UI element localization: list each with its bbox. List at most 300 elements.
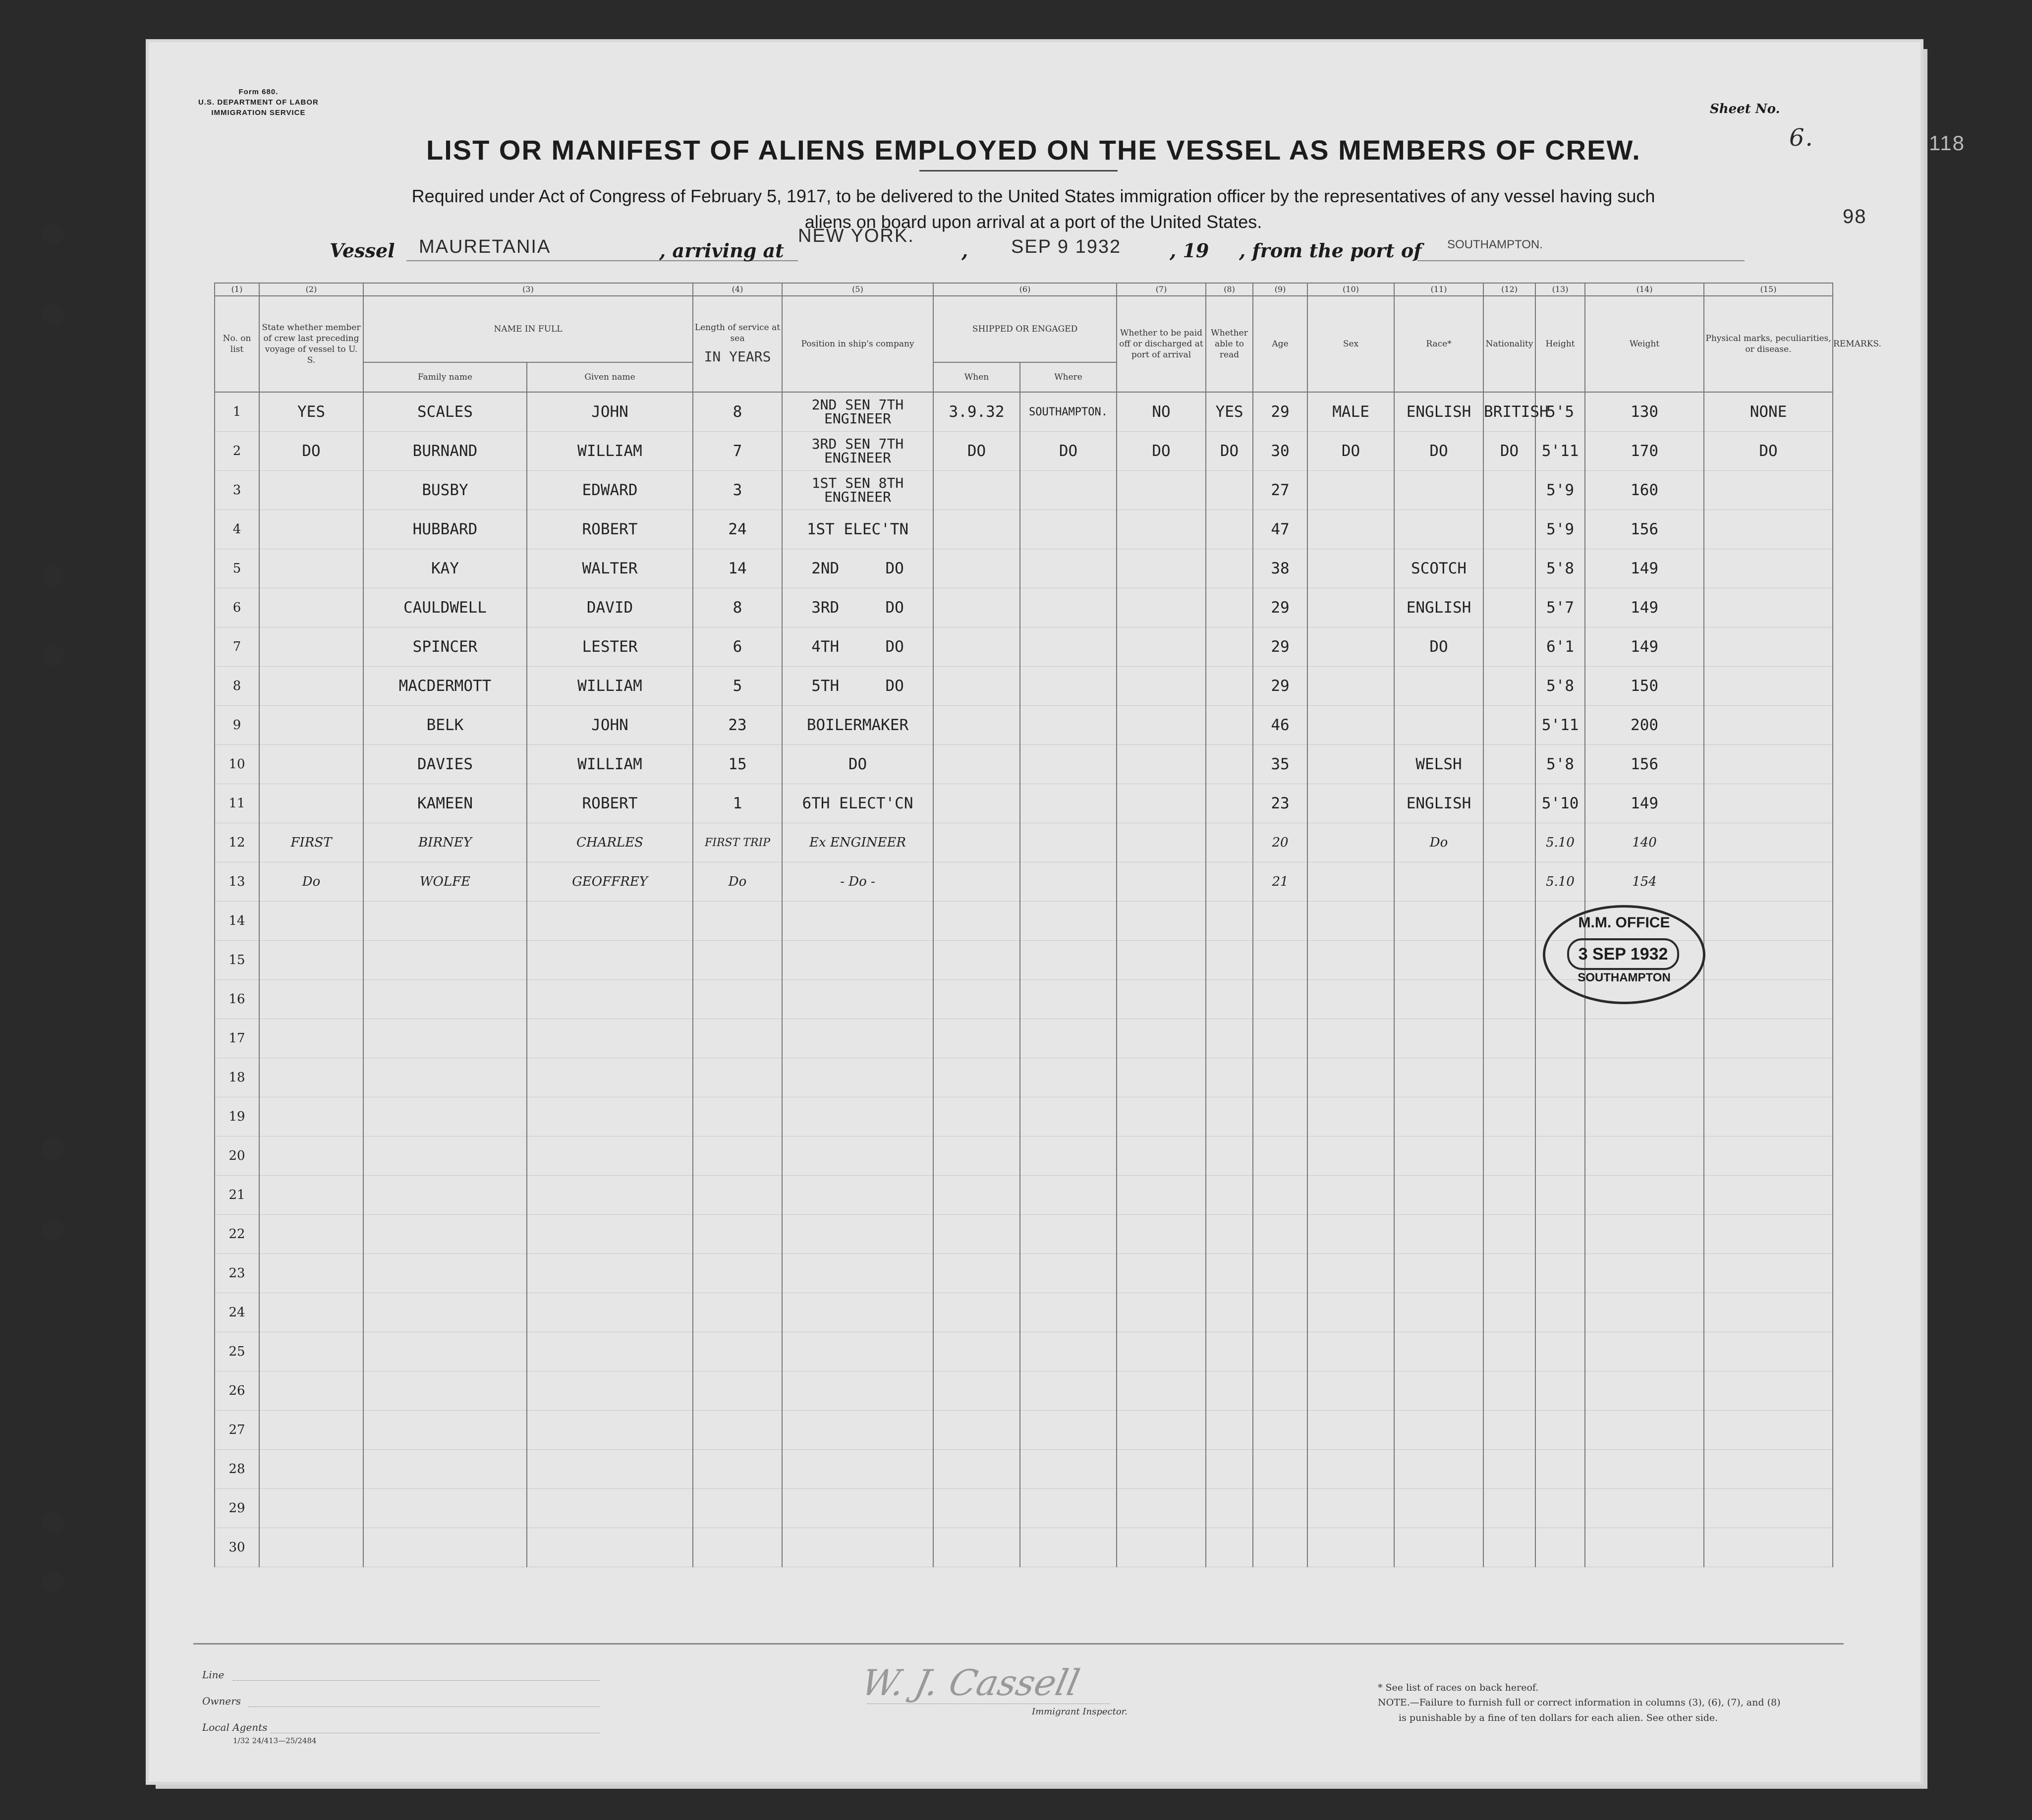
table-row bbox=[215, 745, 1833, 784]
row-number: 17 bbox=[215, 1019, 259, 1058]
cell-given-name: WALTER bbox=[527, 549, 693, 588]
cell-given-name: ROBERT bbox=[527, 510, 693, 549]
cell-service: 1 bbox=[693, 784, 782, 823]
blank-cell bbox=[259, 1097, 363, 1137]
header-sex: Sex bbox=[1307, 296, 1394, 392]
blank-cell bbox=[1253, 1058, 1307, 1097]
cell-sex: MALE bbox=[1307, 392, 1394, 432]
manifest-subtitle bbox=[302, 183, 1764, 235]
cell-able-to-read: YES bbox=[1206, 392, 1253, 432]
row-number: 10 bbox=[215, 745, 259, 784]
cell-sex: DO bbox=[1307, 432, 1394, 471]
blank-cell bbox=[782, 1411, 933, 1450]
blank-cell bbox=[782, 1137, 933, 1176]
blank-cell bbox=[1535, 1019, 1585, 1058]
cell-nationality bbox=[1483, 862, 1535, 902]
from-port-label: , from the port of bbox=[1239, 239, 1422, 262]
header-previous-voyage: State whether member of crew last preceding voyage of vessel to U. S. bbox=[259, 296, 363, 392]
blank-cell bbox=[933, 1411, 1020, 1450]
cell-where bbox=[1020, 823, 1117, 862]
stamp-top-text: M.M. OFFICE bbox=[1578, 914, 1670, 931]
blank-cell bbox=[1394, 1411, 1483, 1450]
cell-physical-marks bbox=[1704, 706, 1833, 745]
table-row bbox=[215, 862, 1833, 902]
blank-cell bbox=[693, 1215, 782, 1254]
blank-cell bbox=[1483, 1489, 1535, 1528]
cell-height: 5'5 bbox=[1535, 392, 1585, 432]
blank-cell bbox=[1307, 941, 1394, 980]
cell-service: 24 bbox=[693, 510, 782, 549]
blank-cell bbox=[259, 1293, 363, 1332]
blank-cell bbox=[1704, 1528, 1833, 1567]
blank-cell bbox=[693, 1293, 782, 1332]
blank-cell bbox=[1117, 1489, 1206, 1528]
cell-paid-off: NO bbox=[1117, 392, 1206, 432]
cell-family-name: MACDERMOTT bbox=[363, 667, 527, 706]
blank-cell bbox=[1117, 1254, 1206, 1293]
empty-row bbox=[215, 1450, 1833, 1489]
row-number: 4 bbox=[215, 510, 259, 549]
cell-nationality bbox=[1483, 823, 1535, 862]
blank-cell bbox=[1483, 1215, 1535, 1254]
cell-nationality bbox=[1483, 745, 1535, 784]
form-header bbox=[198, 87, 319, 118]
table-row bbox=[215, 510, 1833, 549]
blank-cell bbox=[1253, 1254, 1307, 1293]
cell-height: 5'11 bbox=[1535, 432, 1585, 471]
subtitle-line-1: Required under Act of Congress of February 5, 1917, to be delivered to the United States immigration officer by the representatives of any vessel having such bbox=[411, 186, 1655, 206]
row-number: 30 bbox=[215, 1528, 259, 1567]
department-name: U.S. DEPARTMENT OF LABOR bbox=[198, 98, 319, 107]
blank-cell bbox=[782, 1528, 933, 1567]
blank-cell bbox=[1020, 902, 1117, 941]
cell-position: 1ST ELEC'TN bbox=[782, 510, 933, 549]
cell-previous-voyage bbox=[259, 510, 363, 549]
cell-height: 5'11 bbox=[1535, 706, 1585, 745]
blank-cell bbox=[1704, 1411, 1833, 1450]
header-name-in-full: NAME IN FULL bbox=[363, 296, 693, 362]
blank-cell bbox=[1020, 1254, 1117, 1293]
blank-cell bbox=[1253, 1528, 1307, 1567]
blank-cell bbox=[933, 1293, 1020, 1332]
cell-weight: 140 bbox=[1585, 823, 1704, 862]
blank-cell bbox=[1704, 1137, 1833, 1176]
blank-cell bbox=[1253, 1411, 1307, 1450]
cell-position: DO bbox=[782, 745, 933, 784]
blank-cell bbox=[1206, 1528, 1253, 1567]
blank-cell bbox=[1253, 1097, 1307, 1137]
blank-cell bbox=[1535, 1332, 1585, 1371]
blank-cell bbox=[1394, 1019, 1483, 1058]
blank-cell bbox=[933, 1176, 1020, 1215]
cell-nationality bbox=[1483, 549, 1535, 588]
cell-where bbox=[1020, 549, 1117, 588]
table-row bbox=[215, 706, 1833, 745]
cell-able-to-read bbox=[1206, 745, 1253, 784]
blank-cell bbox=[1206, 1176, 1253, 1215]
cell-sex bbox=[1307, 706, 1394, 745]
blank-cell bbox=[259, 1215, 363, 1254]
blank-cell bbox=[1483, 1332, 1535, 1371]
blank-cell bbox=[527, 1332, 693, 1371]
blank-cell bbox=[1394, 902, 1483, 941]
blank-cell bbox=[1253, 1215, 1307, 1254]
blank-cell bbox=[782, 1332, 933, 1371]
year-label: , 19 bbox=[1170, 239, 1209, 262]
blank-cell bbox=[1483, 1411, 1535, 1450]
blank-cell bbox=[693, 1450, 782, 1489]
corner-number: 118 bbox=[1929, 131, 1965, 155]
row-number: 25 bbox=[215, 1332, 259, 1371]
arriving-comma: , bbox=[961, 239, 968, 262]
row-number: 8 bbox=[215, 667, 259, 706]
header-height: Height bbox=[1535, 296, 1585, 392]
blank-cell bbox=[1020, 1097, 1117, 1137]
blank-cell bbox=[693, 1254, 782, 1293]
arriving-port: NEW YORK. bbox=[798, 226, 914, 246]
blank-cell bbox=[1394, 941, 1483, 980]
cell-paid-off bbox=[1117, 627, 1206, 667]
row-number: 9 bbox=[215, 706, 259, 745]
cell-service: 14 bbox=[693, 549, 782, 588]
cell-family-name: BURNAND bbox=[363, 432, 527, 471]
blank-cell bbox=[933, 1019, 1020, 1058]
blank-cell bbox=[259, 1450, 363, 1489]
blank-cell bbox=[363, 1332, 527, 1371]
cell-service: 8 bbox=[693, 392, 782, 432]
blank-cell bbox=[363, 1019, 527, 1058]
cell-when bbox=[933, 784, 1020, 823]
blank-cell bbox=[1206, 1411, 1253, 1450]
blank-cell bbox=[1585, 1058, 1704, 1097]
cell-weight: 149 bbox=[1585, 627, 1704, 667]
row-number: 20 bbox=[215, 1137, 259, 1176]
blank-cell bbox=[363, 1254, 527, 1293]
cell-given-name: JOHN bbox=[527, 392, 693, 432]
cell-height: 5.10 bbox=[1535, 862, 1585, 902]
blank-cell bbox=[1020, 1058, 1117, 1097]
table-row bbox=[215, 784, 1833, 823]
blank-cell bbox=[1307, 1176, 1394, 1215]
blank-cell bbox=[1585, 1293, 1704, 1332]
blank-cell bbox=[1117, 1019, 1206, 1058]
blank-cell bbox=[1020, 1528, 1117, 1567]
cell-race: ENGLISH bbox=[1394, 784, 1483, 823]
empty-row bbox=[215, 1332, 1833, 1371]
blank-cell bbox=[1253, 941, 1307, 980]
cell-family-name: DAVIES bbox=[363, 745, 527, 784]
cell-previous-voyage bbox=[259, 745, 363, 784]
cell-family-name: BUSBY bbox=[363, 471, 527, 510]
cell-weight: 170 bbox=[1585, 432, 1704, 471]
blank-cell bbox=[1307, 1019, 1394, 1058]
cell-race bbox=[1394, 510, 1483, 549]
blank-cell bbox=[1117, 1371, 1206, 1411]
blank-cell bbox=[782, 1176, 933, 1215]
row-number: 13 bbox=[215, 862, 259, 902]
binder-hole bbox=[42, 1571, 64, 1593]
blank-cell bbox=[1206, 902, 1253, 941]
header-weight: Weight bbox=[1585, 296, 1704, 392]
blank-cell bbox=[527, 1137, 693, 1176]
blank-cell bbox=[1020, 1332, 1117, 1371]
form-number: Form 680. bbox=[238, 88, 279, 96]
blank-cell bbox=[1535, 1293, 1585, 1332]
blank-cell bbox=[1585, 1332, 1704, 1371]
cell-nationality bbox=[1483, 471, 1535, 510]
cell-where bbox=[1020, 471, 1117, 510]
cell-previous-voyage bbox=[259, 471, 363, 510]
row-number: 18 bbox=[215, 1058, 259, 1097]
cell-paid-off bbox=[1117, 823, 1206, 862]
blank-cell bbox=[782, 1058, 933, 1097]
cell-previous-voyage: DO bbox=[259, 432, 363, 471]
blank-cell bbox=[1394, 1058, 1483, 1097]
blank-cell bbox=[1206, 1489, 1253, 1528]
cell-physical-marks bbox=[1704, 588, 1833, 627]
cell-race: SCOTCH bbox=[1394, 549, 1483, 588]
cell-physical-marks: DO bbox=[1704, 432, 1833, 471]
cell-physical-marks bbox=[1704, 862, 1833, 902]
blank-cell bbox=[363, 1411, 527, 1450]
blank-cell bbox=[1307, 1215, 1394, 1254]
table-row bbox=[215, 823, 1833, 862]
cell-paid-off bbox=[1117, 471, 1206, 510]
blank-cell bbox=[1020, 1137, 1117, 1176]
header-given-name: Given name bbox=[527, 362, 693, 392]
blank-cell bbox=[259, 980, 363, 1019]
cell-sex bbox=[1307, 862, 1394, 902]
cell-when bbox=[933, 510, 1020, 549]
blank-cell bbox=[1483, 1019, 1535, 1058]
row-number: 16 bbox=[215, 980, 259, 1019]
blank-cell bbox=[527, 1058, 693, 1097]
cell-where bbox=[1020, 627, 1117, 667]
blank-cell bbox=[527, 1528, 693, 1567]
blank-cell bbox=[1535, 1097, 1585, 1137]
arrival-date: SEP 9 1932 bbox=[1011, 236, 1122, 257]
blank-cell bbox=[1020, 1411, 1117, 1450]
cell-nationality bbox=[1483, 784, 1535, 823]
cell-height: 5'7 bbox=[1535, 588, 1585, 627]
blank-cell bbox=[259, 1411, 363, 1450]
col-num-15: (15) bbox=[1704, 283, 1833, 296]
blank-cell bbox=[1585, 1411, 1704, 1450]
cell-paid-off: DO bbox=[1117, 432, 1206, 471]
row-number: 19 bbox=[215, 1097, 259, 1137]
cell-where bbox=[1020, 862, 1117, 902]
blank-cell bbox=[1307, 1411, 1394, 1450]
col-num-1: (1) bbox=[215, 283, 259, 296]
penalty-note-1: NOTE.—Failure to furnish full or correct information in columns (3), (6), (7), and (8) bbox=[1378, 1697, 1781, 1708]
blank-cell bbox=[1394, 1489, 1483, 1528]
binder-hole bbox=[42, 565, 64, 587]
blank-cell bbox=[782, 1254, 933, 1293]
cell-able-to-read bbox=[1206, 510, 1253, 549]
blank-cell bbox=[363, 1137, 527, 1176]
cell-height: 5'8 bbox=[1535, 667, 1585, 706]
blank-cell bbox=[363, 1489, 527, 1528]
row-number: 15 bbox=[215, 941, 259, 980]
blank-cell bbox=[363, 1528, 527, 1567]
cell-age: 47 bbox=[1253, 510, 1307, 549]
column-header-row: No. on list State whether member of crew last preceding voyage of vessel to U. S. NAME IN FULL Length of service at sea IN YEARS Position in ship's company SHIPPED OR ENGAGED Whether to be paid off or discharged at port of arrival Whether able to read Age Sex Race* Nationality Height Weight Physical marks, peculiarities, or disease. REMARKS. bbox=[215, 296, 1833, 362]
cell-where bbox=[1020, 588, 1117, 627]
blank-cell bbox=[527, 1019, 693, 1058]
cell-weight: 156 bbox=[1585, 745, 1704, 784]
blank-cell bbox=[1585, 1019, 1704, 1058]
blank-cell bbox=[933, 1371, 1020, 1411]
blank-cell bbox=[527, 1411, 693, 1450]
table-row bbox=[215, 432, 1833, 471]
col-num-14: (14) bbox=[1585, 283, 1704, 296]
cell-sex bbox=[1307, 627, 1394, 667]
blank-cell bbox=[527, 902, 693, 941]
blank-cell bbox=[1206, 1332, 1253, 1371]
cell-previous-voyage bbox=[259, 706, 363, 745]
blank-cell bbox=[1483, 1371, 1535, 1411]
cell-able-to-read bbox=[1206, 823, 1253, 862]
cell-paid-off bbox=[1117, 862, 1206, 902]
empty-row bbox=[215, 1528, 1833, 1567]
cell-weight: 150 bbox=[1585, 667, 1704, 706]
blank-cell bbox=[933, 941, 1020, 980]
empty-row bbox=[215, 1176, 1833, 1215]
row-number: 24 bbox=[215, 1293, 259, 1332]
title-rule bbox=[919, 170, 1118, 171]
blank-cell bbox=[1535, 1411, 1585, 1450]
blank-cell bbox=[1020, 1215, 1117, 1254]
blank-cell bbox=[933, 1489, 1020, 1528]
blank-cell bbox=[1117, 1215, 1206, 1254]
blank-cell bbox=[1704, 1450, 1833, 1489]
cell-height: 5'10 bbox=[1535, 784, 1585, 823]
cell-able-to-read: DO bbox=[1206, 432, 1253, 471]
col-num-11: (11) bbox=[1394, 283, 1483, 296]
cell-able-to-read bbox=[1206, 784, 1253, 823]
blank-cell bbox=[1206, 1058, 1253, 1097]
blank-cell bbox=[782, 980, 933, 1019]
blank-cell bbox=[1535, 1058, 1585, 1097]
row-number: 11 bbox=[215, 784, 259, 823]
blank-cell bbox=[693, 1411, 782, 1450]
cell-height: 5'9 bbox=[1535, 471, 1585, 510]
blank-cell bbox=[1117, 1137, 1206, 1176]
empty-row bbox=[215, 1411, 1833, 1450]
cell-given-name: WILLIAM bbox=[527, 432, 693, 471]
blank-cell bbox=[933, 1254, 1020, 1293]
blank-cell bbox=[1206, 1293, 1253, 1332]
empty-row bbox=[215, 1215, 1833, 1254]
header-when: When bbox=[933, 362, 1020, 392]
blank-cell bbox=[1535, 1450, 1585, 1489]
row-number: 2 bbox=[215, 432, 259, 471]
cell-previous-voyage: YES bbox=[259, 392, 363, 432]
cell-given-name: CHARLES bbox=[527, 823, 693, 862]
footer-rule bbox=[193, 1643, 1844, 1645]
binder-hole bbox=[42, 1512, 64, 1534]
blank-cell bbox=[933, 1058, 1020, 1097]
cell-able-to-read bbox=[1206, 627, 1253, 667]
cell-able-to-read bbox=[1206, 667, 1253, 706]
print-code: 1/32 24/413—25/2484 bbox=[233, 1736, 317, 1745]
col-num-9: (9) bbox=[1253, 283, 1307, 296]
stamp-bottom-text: SOUTHAMPTON bbox=[1578, 971, 1671, 984]
row-number: 3 bbox=[215, 471, 259, 510]
cell-position: 2ND SEN 7TH ENGINEER bbox=[782, 392, 933, 432]
cell-weight: 130 bbox=[1585, 392, 1704, 432]
blank-cell bbox=[1535, 1215, 1585, 1254]
blank-cell bbox=[1483, 1528, 1535, 1567]
cell-physical-marks bbox=[1704, 627, 1833, 667]
subtitle-line-2: aliens on board upon arrival at a port of the United States. bbox=[804, 212, 1262, 232]
cell-age: 38 bbox=[1253, 549, 1307, 588]
cell-race: ENGLISH bbox=[1394, 392, 1483, 432]
blank-cell bbox=[1394, 1097, 1483, 1137]
blank-cell bbox=[782, 1097, 933, 1137]
cell-weight: 160 bbox=[1585, 471, 1704, 510]
blank-cell bbox=[693, 1097, 782, 1137]
header-able-to-read: Whether able to read bbox=[1206, 296, 1253, 392]
header-length-of-service bbox=[693, 296, 782, 392]
blank-cell bbox=[1117, 1097, 1206, 1137]
port-underline bbox=[1417, 260, 1745, 261]
table-row bbox=[215, 627, 1833, 667]
cell-service: FIRST TRIP bbox=[693, 823, 782, 862]
blank-cell bbox=[1585, 1176, 1704, 1215]
blank-cell bbox=[1307, 1254, 1394, 1293]
blank-cell bbox=[363, 980, 527, 1019]
empty-row bbox=[215, 1254, 1833, 1293]
blank-cell bbox=[1483, 1450, 1535, 1489]
blank-cell bbox=[782, 941, 933, 980]
cell-position: 4TH DO bbox=[782, 627, 933, 667]
cell-given-name: WILLIAM bbox=[527, 667, 693, 706]
blank-cell bbox=[527, 980, 693, 1019]
cell-when bbox=[933, 862, 1020, 902]
blank-cell bbox=[1117, 980, 1206, 1019]
blank-cell bbox=[1253, 1176, 1307, 1215]
blank-cell bbox=[1020, 1371, 1117, 1411]
empty-row bbox=[215, 1371, 1833, 1411]
header-length-label: Length of service at sea bbox=[694, 322, 781, 343]
blank-cell bbox=[527, 941, 693, 980]
cell-position: BOILERMAKER bbox=[782, 706, 933, 745]
blank-cell bbox=[693, 902, 782, 941]
header-race: Race* bbox=[1394, 296, 1483, 392]
blank-cell bbox=[1394, 1528, 1483, 1567]
blank-cell bbox=[527, 1450, 693, 1489]
cell-sex bbox=[1307, 745, 1394, 784]
blank-cell bbox=[363, 1215, 527, 1254]
cell-where: DO bbox=[1020, 432, 1117, 471]
blank-cell bbox=[1585, 1371, 1704, 1411]
cell-weight: 149 bbox=[1585, 784, 1704, 823]
line-label: Line bbox=[202, 1669, 225, 1681]
blank-cell bbox=[693, 1019, 782, 1058]
blank-cell bbox=[1394, 1450, 1483, 1489]
cell-age: 29 bbox=[1253, 588, 1307, 627]
empty-row bbox=[215, 1058, 1833, 1097]
cell-when: 3.9.32 bbox=[933, 392, 1020, 432]
blank-cell bbox=[1483, 1097, 1535, 1137]
service-name: IMMIGRATION SERVICE bbox=[211, 109, 306, 117]
cell-race: DO bbox=[1394, 627, 1483, 667]
row-number: 27 bbox=[215, 1411, 259, 1450]
blank-cell bbox=[527, 1489, 693, 1528]
blank-cell bbox=[1117, 1058, 1206, 1097]
cell-age: 46 bbox=[1253, 706, 1307, 745]
